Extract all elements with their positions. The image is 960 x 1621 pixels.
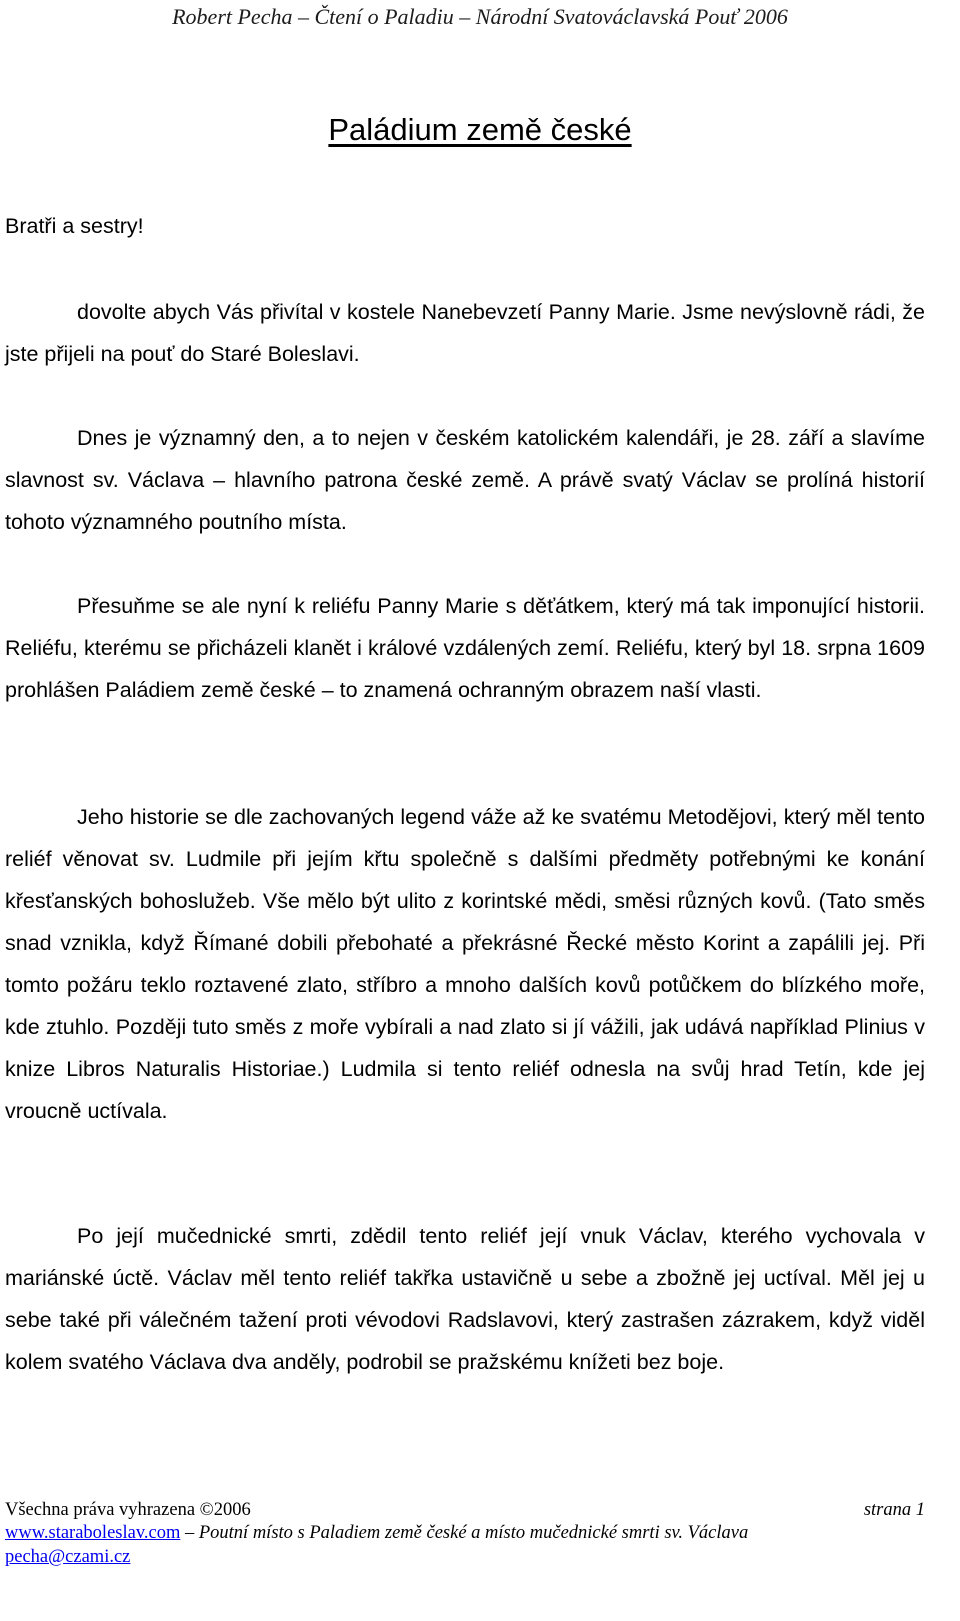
footer-email-line (5, 1545, 925, 1569)
website-link[interactable]: www.staraboleslav.com (5, 1523, 181, 1543)
running-header: Robert Pecha – Čtení o Paladiu – Národní Svatováclavská Pouť 2006 (172, 4, 788, 29)
footer-website-line (5, 1521, 925, 1545)
salutation: Bratři a sestry! (5, 214, 144, 238)
paragraph-1: dovolte abych Vás přivítal v kostele Nanebevzetí Panny Marie. Jsme nevýslovně rádi, že jste přijeli na pouť do Staré Boleslavi. (5, 300, 925, 366)
footer-page-number: strana 1 (863, 1500, 925, 1520)
email-link[interactable]: pecha@czami.cz (5, 1547, 131, 1567)
paragraph-3: Přesuňme se ale nyní k reliéfu Panny Marie s děťátkem, který má tak imponující historii. Reliéfu, kterému se přicházeli klanět i králové vzdálených zemí. Reliéfu, který byl 18. srpna 1609 prohlášen Paládiem země české – to znamená ochranným obrazem naší vlasti. (5, 594, 925, 702)
paragraph-2: Dnes je významný den, a to nejen v českém katolickém kalendáři, je 28. září a slavíme slavnost sv. Václava – hlavního patrona české země. A právě svatý Václav se prolíná historií tohoto významného poutního místa. (5, 426, 925, 534)
paragraph-4: Jeho historie se dle zachovaných legend váže až ke svatému Metodějovi, který měl tento reliéf věnovat sv. Ludmile při jejím křtu společně s dalšími předměty potřebnými ke konání křesťanských bohoslužeb. Vše mělo být ulito z korintské mědi, směsi různých kovů. (Tato směs snad vznikla, když Římané dobili přebohaté a překrásné Řecké město Korint a zapálili jej. Při tomto požáru teklo roztavené zlato, stříbro a mnoho dalších kovů potůčkem do blízkého moře, kde ztuhlo. Později tuto směs z moře vybírali a nad zlato si jí vážili, jak udává například Plinius v knize Libros Naturalis Historiae.) Ludmila si tento reliéf odnesla na svůj hrad Tetín, kde jej vroucně uctívala. (5, 805, 925, 1123)
footer-copyright: Všechna práva vyhrazena ©2006 (5, 1500, 251, 1520)
paragraph-5: Po její mučednické smrti, zdědil tento reliéf její vnuk Václav, kterého vychovala v mariánské úctě. Václav měl tento reliéf takřka ustavičně u sebe a zbožně jej uctíval. Měl jej u sebe také při válečném tažení proti vévodovi Radslavovi, který zastrašen zázrakem, když viděl kolem svatého Václava dva anděly, podrobil se pražskému knížeti bez boje. (5, 1224, 925, 1374)
document-title: Paládium země české (328, 112, 632, 147)
website-tagline: – Poutní místo s Paladiem země české a místo mučednické smrti sv. Václava (180, 1523, 749, 1543)
footer-copyright-line (5, 1498, 925, 1522)
